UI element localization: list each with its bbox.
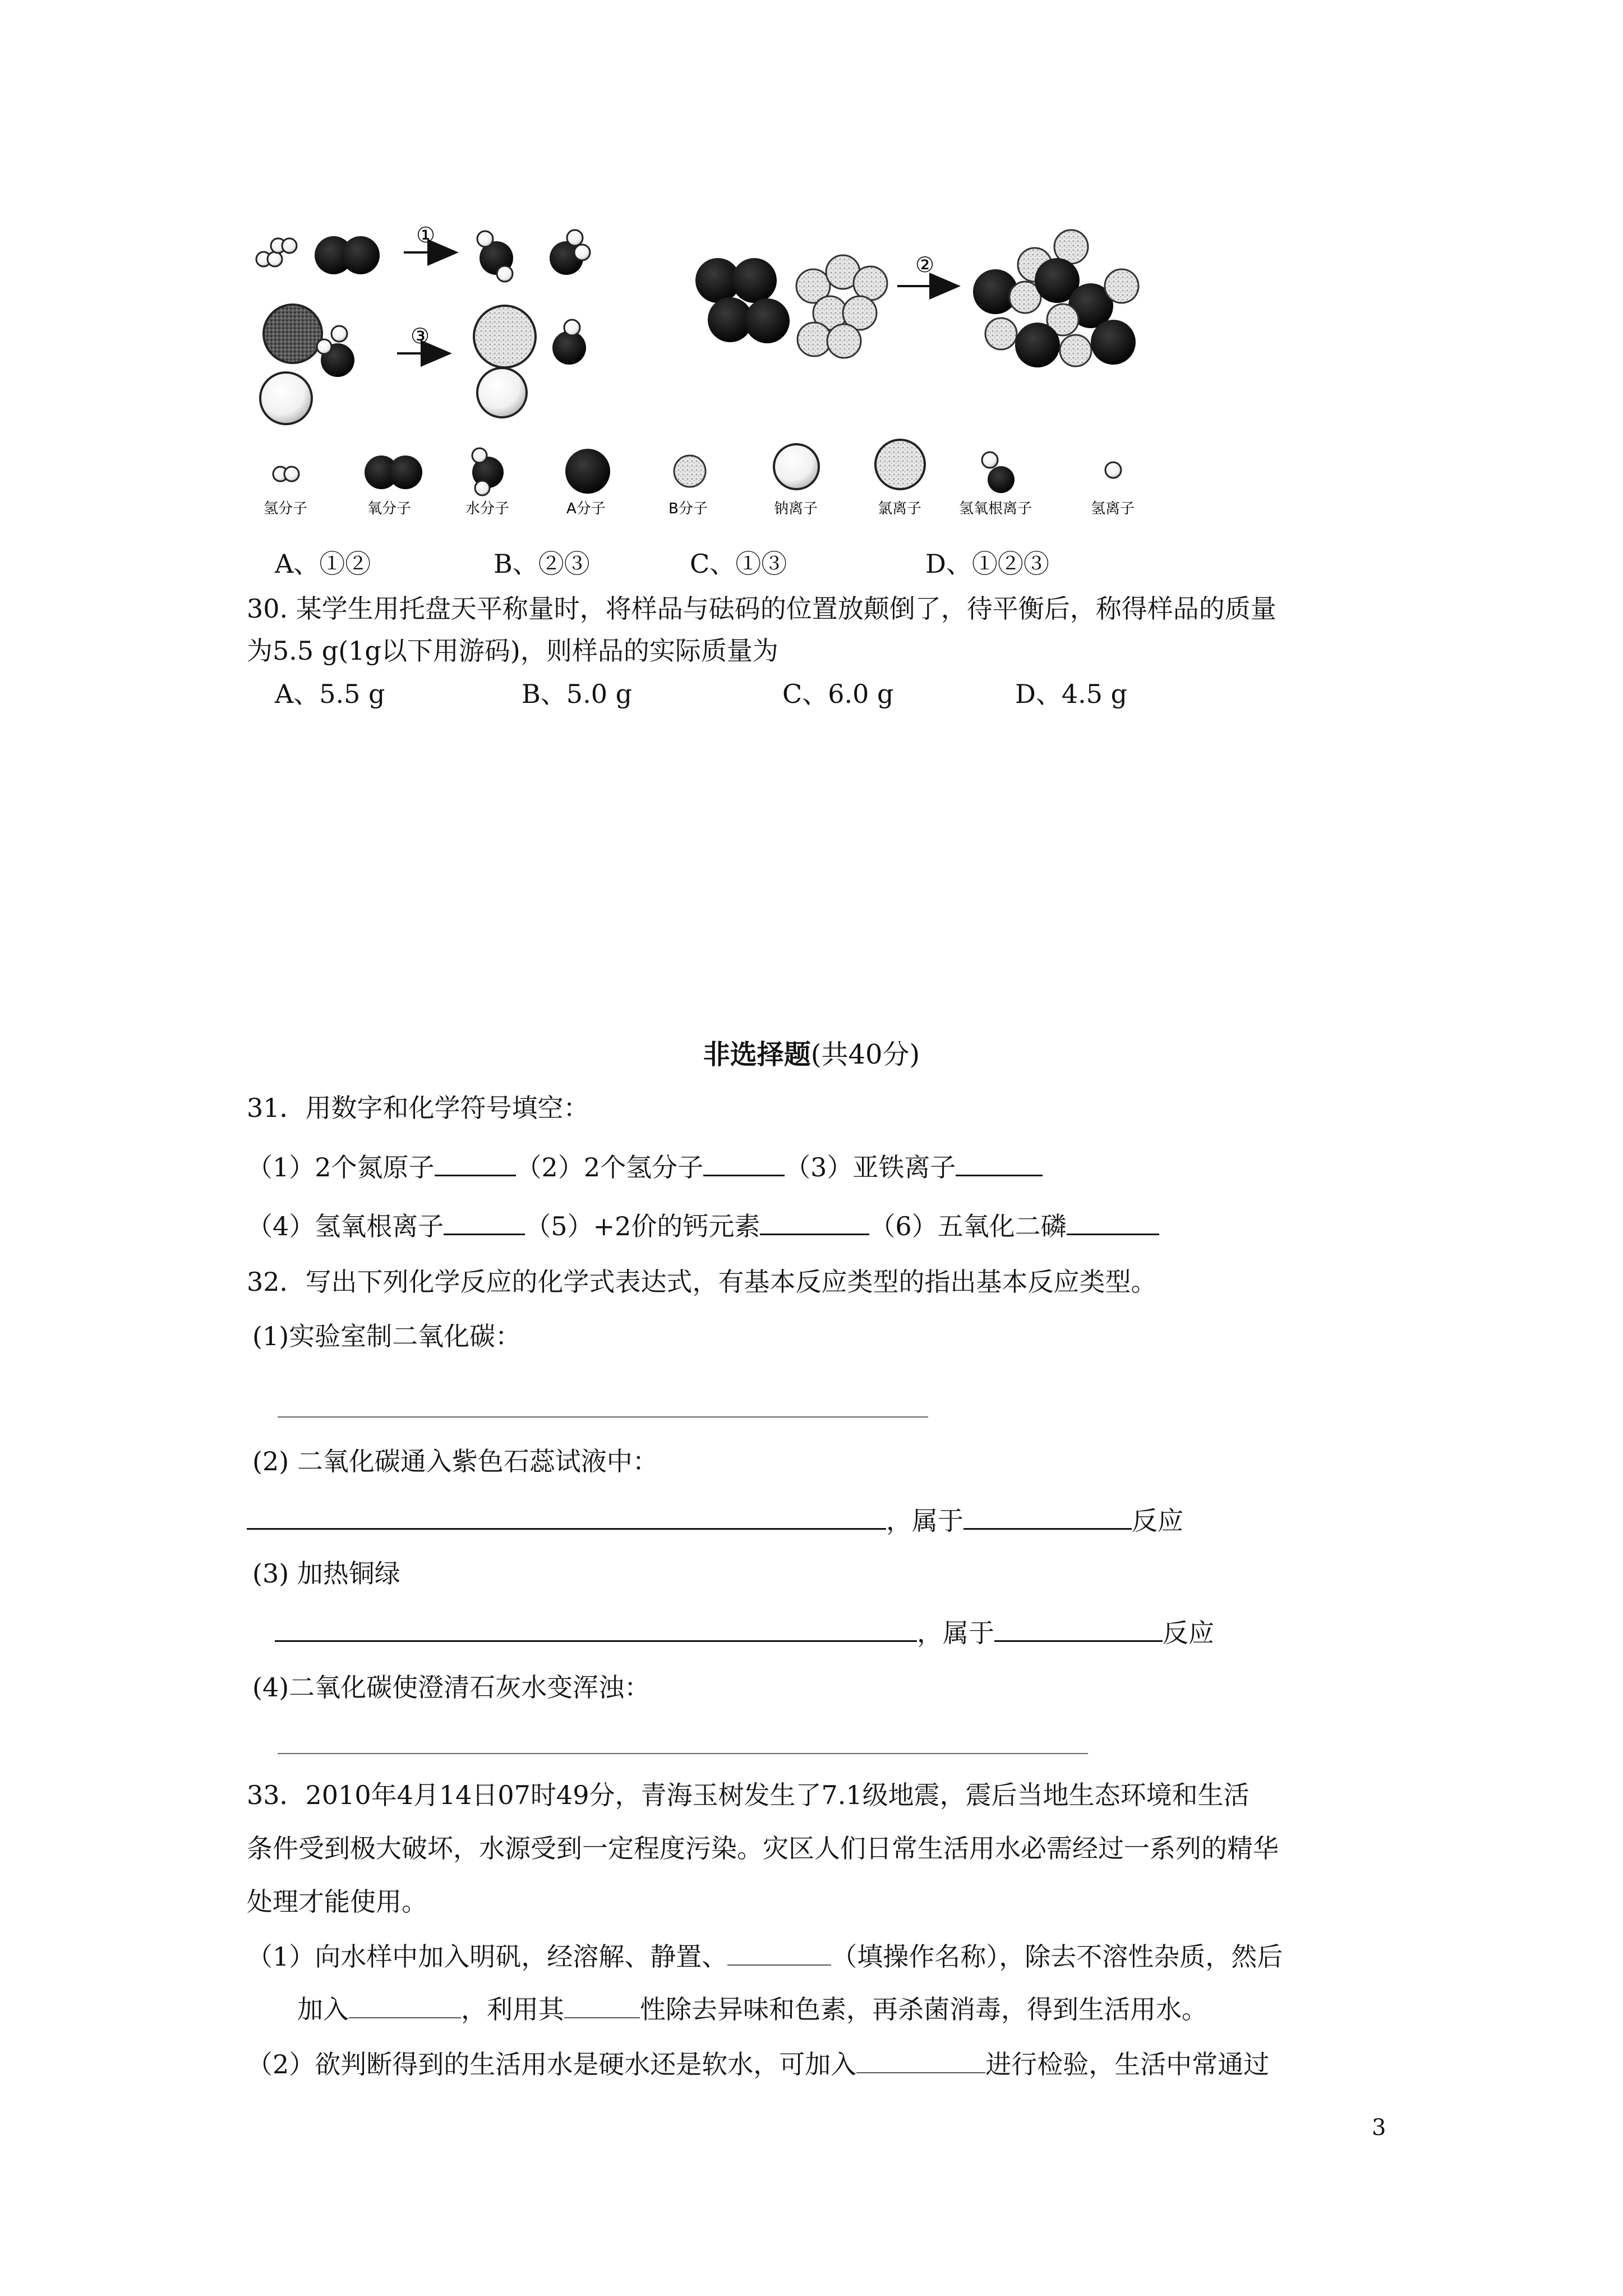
figure-legend [264,440,1135,517]
legend-label-a-molecule: A分子 [566,500,606,517]
q29-option-d[interactable]: D、①②③ [925,549,1049,579]
q32-stem: 32．写出下列化学反应的化学式表达式，有基本反应类型的指出基本反应类型。 [247,1267,1157,1297]
q32-reaction-3: 反应 [1163,1618,1214,1648]
q33-part-1-line-1 [247,1940,1283,1973]
arrow-2-label: ② [915,252,935,277]
q33-p1-text-e: 性除去异味和色素，再杀菌消毒，得到生活用水。 [640,1994,1207,2024]
q31-stem: 31．用数字和化学符号填空： [247,1093,589,1123]
q32-row-2 [247,1503,1183,1538]
q32-type-blank-2[interactable] [963,1503,1132,1530]
q32-belongs-2: ，属于 [886,1506,963,1536]
reaction-3 [260,305,586,424]
q33-blank-reagent[interactable] [856,2047,985,2073]
section-title-score: (共40分) [810,1039,920,1070]
legend-label-chloride-ion: 氯离子 [878,500,922,517]
legend-label-hydrogen-molecule: 氢分子 [264,500,308,517]
q33-part-1-line-2 [297,1993,1207,2026]
legend-label-oxygen-molecule: 氧分子 [367,500,412,517]
q32-row-3 [275,1616,1214,1650]
q31-item-1: （1）2个氮原子 [247,1152,435,1182]
legend-label-water-molecule: 水分子 [465,500,510,517]
q33-p1-text-a: （1）向水样中加入明矾，经溶解、静置、 [247,1941,728,1972]
q32-item-4: (4)二氧化碳使澄清石灰水变浑浊： [252,1672,651,1703]
q31-item-2: （2）2个氢分子 [515,1152,704,1182]
q33-blank-adsorbent[interactable] [349,1993,461,2018]
q30-stem-line-2: 为5.5 g(1g以下用游码)，则样品的实际质量为 [247,636,778,666]
legend-label-hydroxide-ion: 氢氧根离子 [959,500,1032,517]
q32-type-blank-3[interactable] [994,1616,1163,1642]
arrow-3-label: ③ [411,324,430,348]
q33-stem-line-3: 处理才能使用。 [247,1887,427,1917]
q29-option-a[interactable]: A、①② [275,549,371,579]
q33-p1-text-c: 加入 [297,1994,349,2024]
q33-p2-text-b: 进行检验，生活中常通过 [985,2049,1270,2079]
section-title [0,1038,1623,1071]
q31-item-3: （3）亚铁离子 [785,1152,956,1182]
q30-option-d[interactable]: D、4.5 g [1015,679,1128,709]
q32-answer-line-2[interactable] [247,1503,886,1530]
q31-row-1 [247,1150,1043,1184]
q33-p1-text-b: （填操作名称），除去不溶性杂质，然后 [831,1941,1283,1972]
q31-blank-4[interactable] [444,1209,525,1235]
q29-option-b[interactable]: B、②③ [494,549,590,579]
q32-answer-line-1[interactable] [278,1416,928,1418]
q33-p1-text-d: ，利用其 [461,1994,564,2024]
q33-stem-line-1: 33．2010年4月14日07时49分，青海玉树发生了7.1级地震，震后当地生态环境和生活 [247,1780,1249,1810]
q30-option-a[interactable]: A、5.5 g [275,679,385,709]
q33-blank-property[interactable] [564,1993,640,2018]
section-title-bold: 非选择题 [703,1039,811,1070]
q31-blank-2[interactable] [703,1150,785,1176]
q33-blank-operation[interactable] [727,1940,831,1966]
arrow-1-label: ① [416,223,436,247]
q32-answer-line-4[interactable] [278,1753,1088,1754]
q33-p2-text-a: （2）欲判断得到的生活用水是硬水还是软水，可加入 [247,2049,857,2079]
q31-blank-3[interactable] [956,1150,1043,1176]
q33-stem-line-2: 条件受到极大破坏，水源受到一定程度污染。灾区人们日常生活用水必需经过一系列的精华 [247,1833,1279,1864]
q32-item-2: (2) 二氧化碳通入紫色石蕊试液中： [252,1446,658,1476]
q29-option-c[interactable]: C、①③ [690,549,787,579]
reaction-2 [695,230,1138,367]
q31-blank-5[interactable] [760,1209,869,1235]
q31-item-4: （4）氢氧根离子 [247,1211,444,1241]
legend-label-b-molecule: B分子 [668,500,708,517]
q30-option-b[interactable]: B、5.0 g [522,679,633,709]
legend-label-sodium-ion: 钠离子 [774,500,818,517]
q31-item-6: （6）五氧化二磷 [869,1211,1067,1241]
q32-item-3: (3) 加热铜绿 [252,1558,400,1589]
q32-belongs-3: ，属于 [917,1618,994,1648]
legend-label-hydrogen-ion: 氢离子 [1091,500,1135,517]
q32-answer-line-3[interactable] [275,1616,917,1642]
q33-part-2-line-1 [247,2047,1269,2081]
q31-item-5: （5）+2价的钙元素 [525,1211,760,1241]
q31-blank-6[interactable] [1067,1209,1159,1235]
page-number: 3 [1372,2115,1386,2141]
q32-item-1: (1)实验室制二氧化碳： [252,1321,522,1351]
q30-option-c[interactable]: C、6.0 g [782,679,894,709]
q31-blank-1[interactable] [435,1150,516,1176]
reaction-1 [256,223,590,282]
q30-stem-line-1: 30. 某学生用托盘天平称量时，将样品与砝码的位置放颠倒了，待平衡后，称得样品的质量 [247,593,1276,624]
q31-row-2 [247,1209,1159,1243]
q32-reaction-2: 反应 [1132,1506,1183,1536]
molecule-reaction-figure [247,213,1245,527]
